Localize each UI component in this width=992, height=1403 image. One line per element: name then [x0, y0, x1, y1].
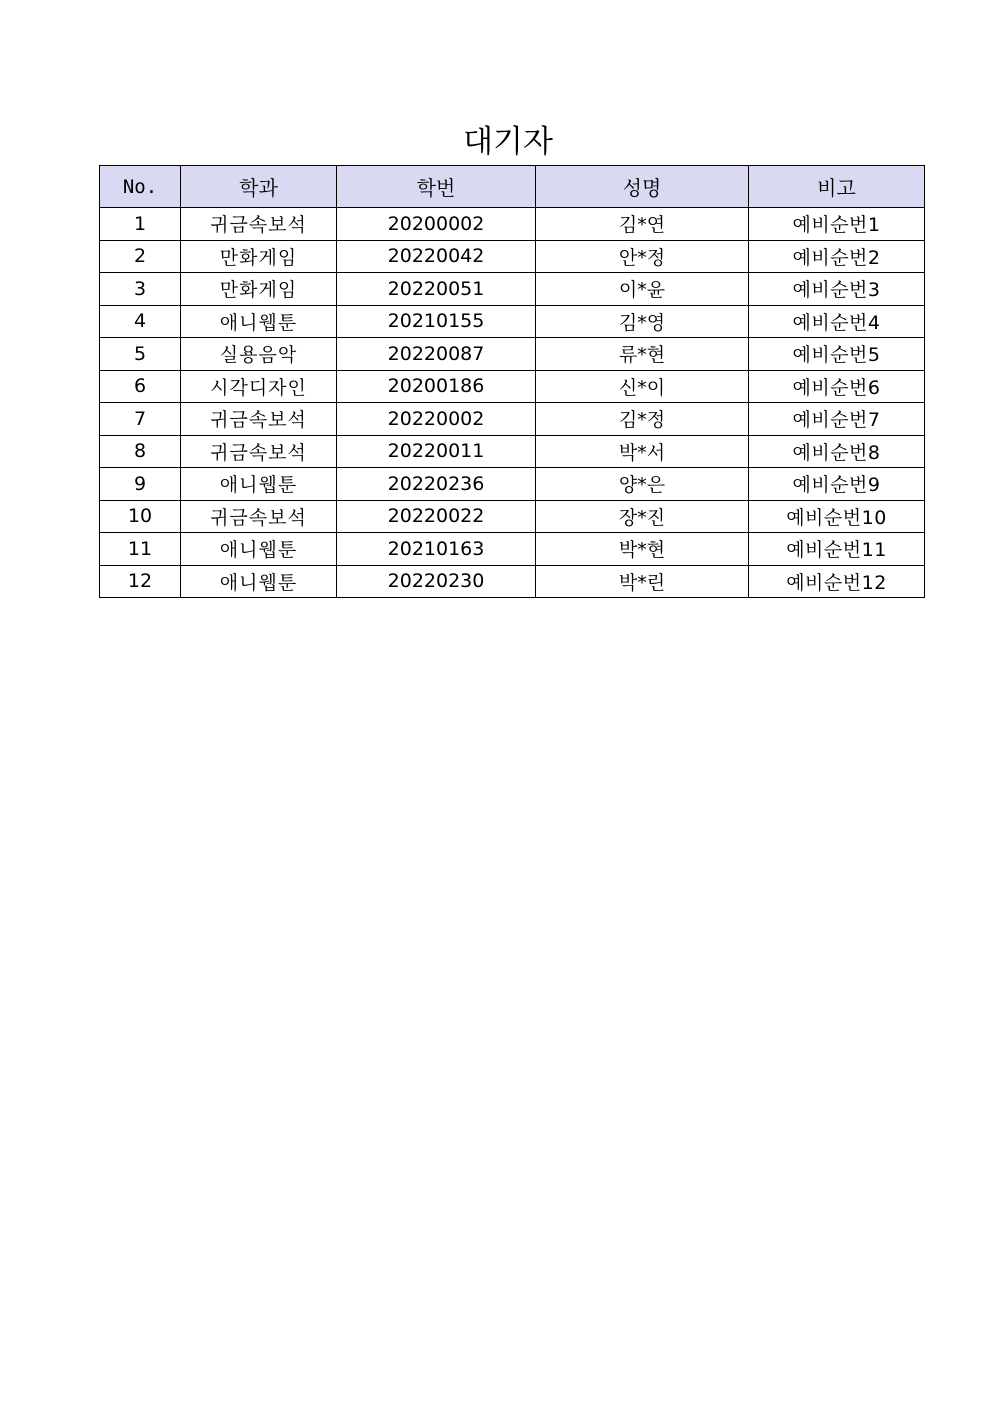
cell-no: 5: [100, 338, 181, 371]
cell-name: 박*서: [536, 435, 749, 468]
cell-name: 류*현: [536, 338, 749, 371]
cell-no: 7: [100, 403, 181, 436]
table-row: [100, 305, 925, 338]
cell-note: 예비순번5: [749, 338, 925, 371]
cell-name: 김*연: [536, 208, 749, 241]
cell-student-id: 20220230: [337, 565, 536, 598]
cell-student-id: 20210163: [337, 533, 536, 566]
cell-no: 9: [100, 468, 181, 501]
cell-note: 예비순번7: [749, 403, 925, 436]
table-row: [100, 533, 925, 566]
table-row: [100, 468, 925, 501]
cell-student-id: 20210155: [337, 305, 536, 338]
cell-department: 시각디자인: [181, 370, 337, 403]
cell-note: 예비순번10: [749, 500, 925, 533]
cell-department: 애니웹툰: [181, 305, 337, 338]
cell-no: 11: [100, 533, 181, 566]
table-row: [100, 338, 925, 371]
cell-department: 만화게임: [181, 240, 337, 273]
table-row: [100, 208, 925, 241]
cell-student-id: 20220002: [337, 403, 536, 436]
cell-name: 박*린: [536, 565, 749, 598]
cell-note: 예비순번1: [749, 208, 925, 241]
cell-student-id: 20220011: [337, 435, 536, 468]
cell-note: 예비순번6: [749, 370, 925, 403]
header-no: No.: [100, 166, 181, 208]
cell-department: 애니웹툰: [181, 533, 337, 566]
page-title: 대기자: [463, 124, 553, 160]
cell-no: 2: [100, 240, 181, 273]
cell-department: 애니웹툰: [181, 565, 337, 598]
cell-department: 만화게임: [181, 273, 337, 306]
table-row: [100, 565, 925, 598]
cell-no: 4: [100, 305, 181, 338]
cell-name: 김*영: [536, 305, 749, 338]
cell-no: 6: [100, 370, 181, 403]
table-row: [100, 403, 925, 436]
table-row: [100, 240, 925, 273]
cell-note: 예비순번3: [749, 273, 925, 306]
cell-name: 양*은: [536, 468, 749, 501]
cell-no: 12: [100, 565, 181, 598]
cell-no: 3: [100, 273, 181, 306]
cell-no: 10: [100, 500, 181, 533]
waitlist-table: [99, 165, 925, 598]
table-header-row: [100, 166, 925, 208]
cell-name: 안*정: [536, 240, 749, 273]
table-row: [100, 500, 925, 533]
cell-department: 실용음악: [181, 338, 337, 371]
cell-note: 예비순번11: [749, 533, 925, 566]
cell-note: 예비순번2: [749, 240, 925, 273]
table-body: [100, 208, 925, 598]
cell-no: 8: [100, 435, 181, 468]
cell-student-id: 20220051: [337, 273, 536, 306]
cell-department: 귀금속보석: [181, 435, 337, 468]
header-student-id: 학번: [337, 166, 536, 208]
cell-student-id: 20200002: [337, 208, 536, 241]
table-row: [100, 435, 925, 468]
cell-student-id: 20220236: [337, 468, 536, 501]
cell-name: 이*윤: [536, 273, 749, 306]
cell-note: 예비순번8: [749, 435, 925, 468]
cell-no: 1: [100, 208, 181, 241]
cell-student-id: 20220087: [337, 338, 536, 371]
cell-department: 애니웹툰: [181, 468, 337, 501]
cell-department: 귀금속보석: [181, 500, 337, 533]
header-department: 학과: [181, 166, 337, 208]
header-note: 비고: [749, 166, 925, 208]
cell-department: 귀금속보석: [181, 403, 337, 436]
cell-department: 귀금속보석: [181, 208, 337, 241]
cell-name: 신*이: [536, 370, 749, 403]
cell-name: 김*정: [536, 403, 749, 436]
cell-note: 예비순번9: [749, 468, 925, 501]
cell-name: 박*현: [536, 533, 749, 566]
cell-note: 예비순번12: [749, 565, 925, 598]
cell-note: 예비순번4: [749, 305, 925, 338]
cell-name: 장*진: [536, 500, 749, 533]
cell-student-id: 20220042: [337, 240, 536, 273]
cell-student-id: 20220022: [337, 500, 536, 533]
header-name: 성명: [536, 166, 749, 208]
table-row: [100, 370, 925, 403]
cell-student-id: 20200186: [337, 370, 536, 403]
table-row: [100, 273, 925, 306]
